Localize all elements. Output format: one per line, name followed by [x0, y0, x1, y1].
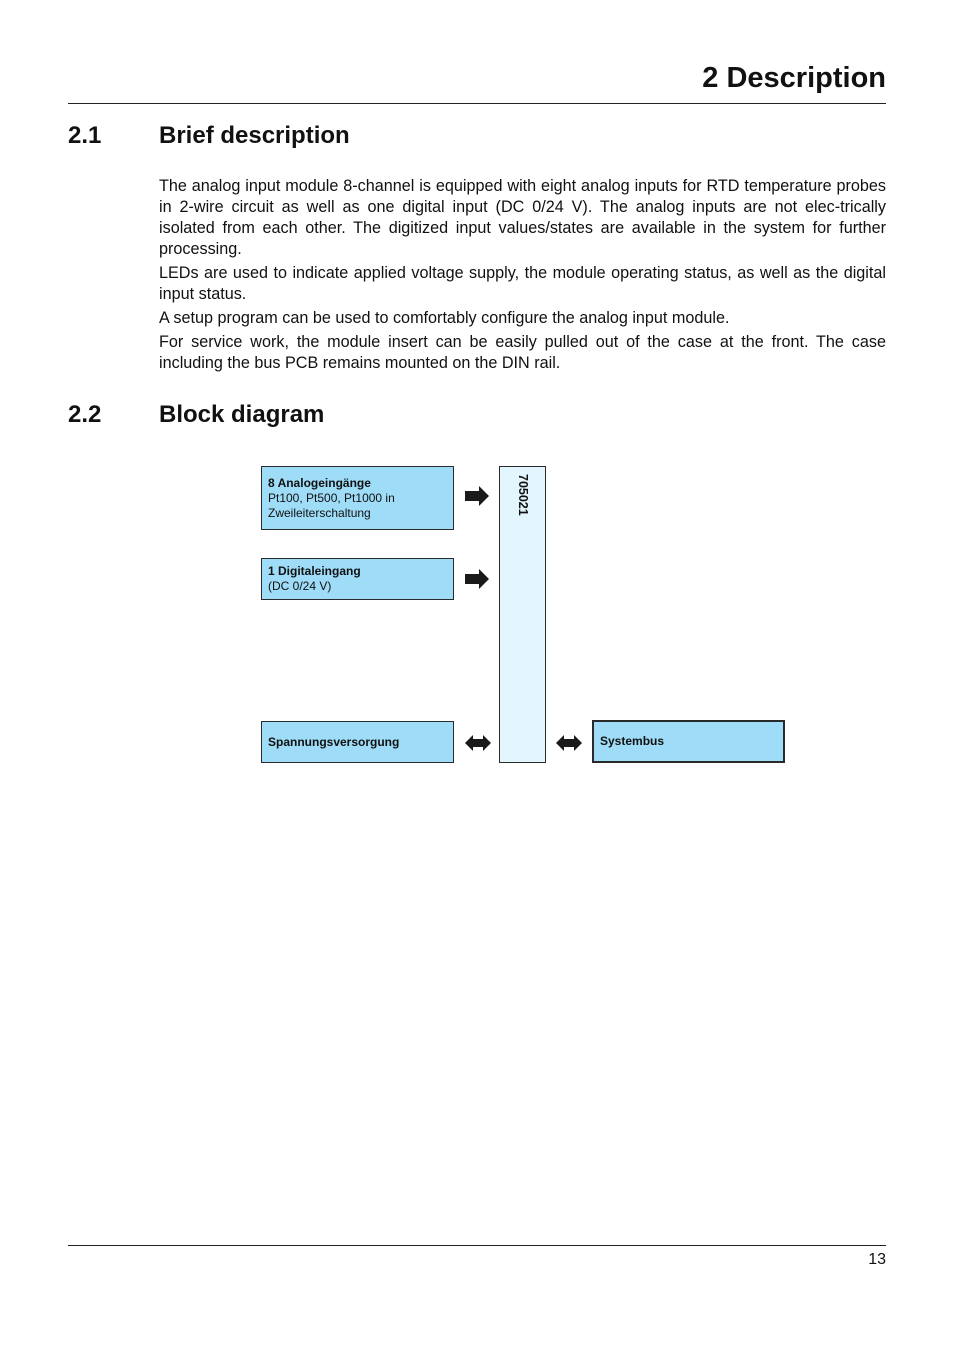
- analog-inputs-title: 8 Analogeingänge: [268, 475, 371, 490]
- paragraph: The analog input module 8-channel is equipped with eight analog inputs for RTD temperature probes in 2-wire circuit as well as one digital input (DC 0/24 V). The analog inputs are not elec-trically isolated from each other. The digitized input values/states are available in the system for further processing.: [159, 177, 886, 258]
- chapter-title: 2 Description: [702, 62, 886, 94]
- system-bus-title: Systembus: [600, 734, 665, 748]
- module-label: 705021: [516, 474, 530, 516]
- footer-rule: [68, 1245, 886, 1246]
- right-arrow-icon: [464, 569, 490, 589]
- section-number: 2.2: [68, 401, 102, 428]
- power-supply-block: [261, 721, 454, 763]
- system-bus-block: [592, 720, 785, 763]
- paragraph: For service work, the module insert can be easily pulled out of the case at the front. The case including the bus PCB remains mounted on the DIN rail.: [159, 333, 886, 372]
- analog-inputs-block: [261, 466, 454, 530]
- double-arrow-icon: [464, 734, 492, 752]
- digital-input-line1: (DC 0/24 V): [268, 579, 332, 593]
- digital-input-title: 1 Digitaleingang: [268, 564, 361, 578]
- page-number: 13: [868, 1251, 886, 1268]
- analog-inputs-line1: Pt100, Pt500, Pt1000 in: [268, 490, 395, 505]
- section-heading-brief-description: [68, 122, 350, 150]
- header-rule: [68, 103, 886, 104]
- brief-description-text: [159, 176, 886, 377]
- section-heading-block-diagram: [68, 401, 324, 429]
- right-arrow-icon: [464, 486, 490, 506]
- digital-input-block: [261, 558, 454, 600]
- section-number: 2.1: [68, 122, 102, 149]
- paragraph: A setup program can be used to comfortably configure the analog input module.: [159, 309, 730, 327]
- section-title: Brief description: [159, 122, 350, 149]
- section-title: Block diagram: [159, 401, 325, 428]
- power-supply-title: Spannungsversorgung: [268, 734, 400, 749]
- double-arrow-icon: [555, 734, 583, 752]
- paragraph: LEDs are used to indicate applied voltage supply, the module operating status, as well as the digital input status.: [159, 264, 886, 303]
- analog-inputs-line2: Zweileiterschaltung: [268, 505, 371, 520]
